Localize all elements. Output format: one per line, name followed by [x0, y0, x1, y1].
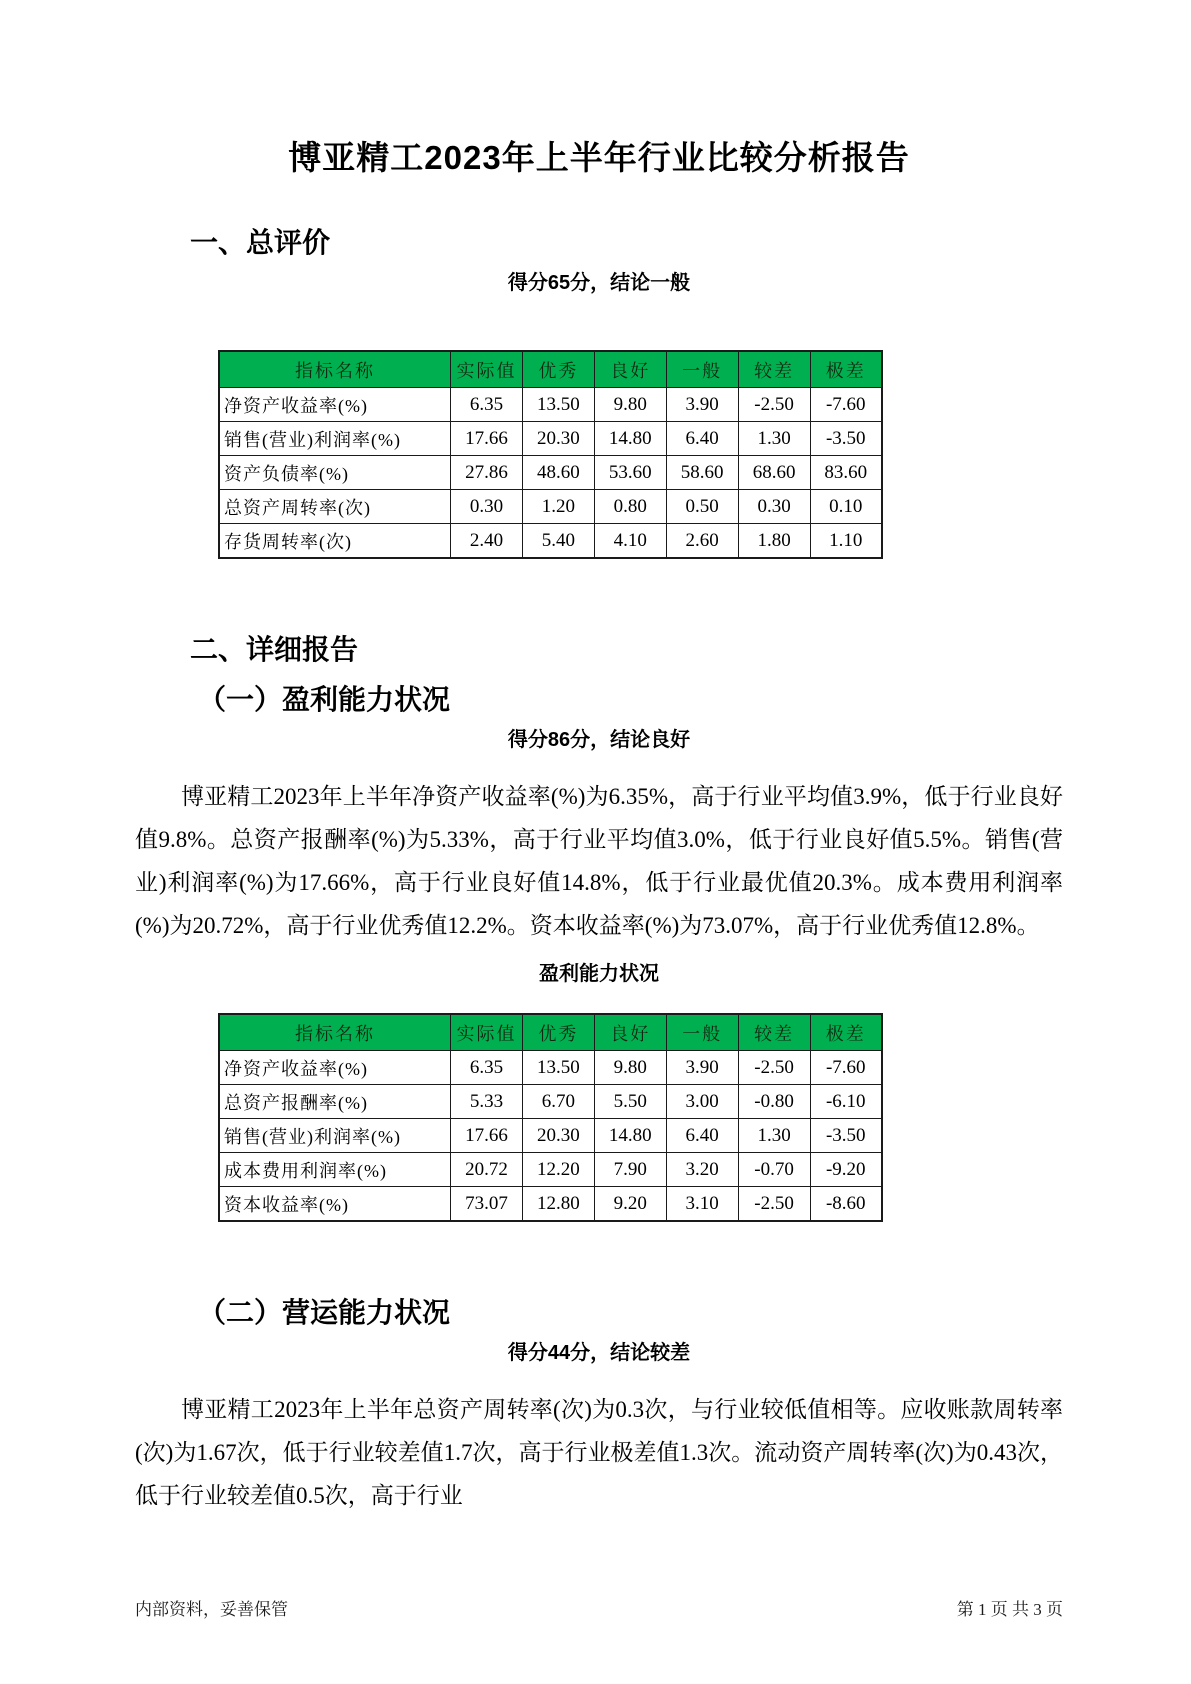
footer-confidential-note: 内部资料，妥善保管 [135, 1600, 288, 1619]
indicator-value: 20.72 [451, 1153, 523, 1187]
indicator-value: 20.30 [522, 422, 594, 456]
indicator-value: -8.60 [810, 1187, 882, 1222]
indicator-value: 9.20 [594, 1187, 666, 1222]
indicator-value: 9.80 [594, 1051, 666, 1085]
overall-score-line: 得分65分，结论一般 [507, 272, 691, 294]
indicator-value: 5.50 [594, 1085, 666, 1119]
table-row [219, 1051, 882, 1085]
indicator-value: 83.60 [810, 456, 882, 490]
column-header: 实际值 [451, 351, 523, 388]
indicator-value: 17.66 [451, 1119, 523, 1153]
indicator-value: 3.20 [666, 1153, 738, 1187]
table-row [219, 490, 882, 524]
indicator-value: 3.90 [666, 1051, 738, 1085]
indicator-name: 总资产报酬率(%) [219, 1085, 451, 1119]
indicator-value: 6.70 [522, 1085, 594, 1119]
operating-heading: （二）营运能力状况 [198, 1297, 451, 1328]
table-row [219, 1187, 882, 1222]
indicator-value: -0.80 [738, 1085, 810, 1119]
indicator-name: 销售(营业)利润率(%) [219, 1119, 451, 1153]
indicator-value: 20.30 [522, 1119, 594, 1153]
indicator-value: -6.10 [810, 1085, 882, 1119]
indicator-name: 存货周转率(次) [219, 524, 451, 559]
indicator-value: -7.60 [810, 1051, 882, 1085]
column-header: 良好 [594, 351, 666, 388]
table-row [219, 524, 882, 559]
indicator-value: 0.10 [810, 490, 882, 524]
indicator-value: 13.50 [522, 388, 594, 422]
column-header: 指标名称 [219, 351, 451, 388]
column-header: 良好 [594, 1014, 666, 1051]
operating-score-line: 得分44分，结论较差 [507, 1342, 691, 1364]
indicator-value: -3.50 [810, 422, 882, 456]
indicator-value: -2.50 [738, 1051, 810, 1085]
column-header: 一般 [666, 351, 738, 388]
page-footer [135, 1595, 1063, 1620]
profitability-score-line: 得分86分，结论良好 [507, 729, 691, 751]
indicator-value: 53.60 [594, 456, 666, 490]
table-row [219, 1153, 882, 1187]
column-header: 实际值 [451, 1014, 523, 1051]
indicator-value: 3.90 [666, 388, 738, 422]
indicator-value: 0.30 [451, 490, 523, 524]
indicator-value: 68.60 [738, 456, 810, 490]
overall-evaluation-table [218, 350, 883, 559]
table-header-row [219, 351, 882, 388]
table-row [219, 388, 882, 422]
document-title: 博亚精工2023年上半年行业比较分析报告 [288, 139, 910, 176]
indicator-name: 净资产收益率(%) [219, 1051, 451, 1085]
column-header: 较差 [738, 1014, 810, 1051]
indicator-value: 3.00 [666, 1085, 738, 1119]
indicator-value: 12.80 [522, 1187, 594, 1222]
indicator-value: 9.80 [594, 388, 666, 422]
table-row [219, 1085, 882, 1119]
indicator-value: 1.80 [738, 524, 810, 559]
indicator-value: 27.86 [451, 456, 523, 490]
indicator-value: 14.80 [594, 1119, 666, 1153]
indicator-value: 17.66 [451, 422, 523, 456]
column-header: 一般 [666, 1014, 738, 1051]
indicator-value: -7.60 [810, 388, 882, 422]
table-row [219, 1119, 882, 1153]
indicator-value: 5.33 [451, 1085, 523, 1119]
indicator-value: 12.20 [522, 1153, 594, 1187]
indicator-value: 58.60 [666, 456, 738, 490]
column-header: 优秀 [522, 351, 594, 388]
indicator-value: 2.60 [666, 524, 738, 559]
indicator-value: -2.50 [738, 1187, 810, 1222]
profitability-heading: （一）盈利能力状况 [198, 684, 451, 715]
indicator-value: 0.80 [594, 490, 666, 524]
indicator-value: 5.40 [522, 524, 594, 559]
indicator-value: 7.90 [594, 1153, 666, 1187]
indicator-value: 48.60 [522, 456, 594, 490]
operating-paragraph: 博亚精工2023年上半年总资产周转率(次)为0.3次，与行业较低值相等。应收账款周转率(次)为1.67次，低于行业较差值1.7次，高于行业极差值1.3次。流动资产周转率(次)为0.43次，低于行业较差值0.5次，高于行业 [135, 1397, 1063, 1508]
profitability-paragraph: 博亚精工2023年上半年净资产收益率(%)为6.35%，高于行业平均值3.9%，低于行业良好值9.8%。总资产报酬率(%)为5.33%，高于行业平均值3.0%，低于行业良好值5.5%。销售(营业)利润率(%)为17.66%，高于行业良好值14.8%，低于行业最优值20.3%。成本费用利润率(%)为20.72%，高于行业优秀值12.2%。资本收益率(%)为73.07%，高于行业优秀值12.8%。 [135, 784, 1063, 938]
profitability-table [218, 1013, 883, 1222]
indicator-value: 2.40 [451, 524, 523, 559]
indicator-name: 总资产周转率(次) [219, 490, 451, 524]
indicator-value: -2.50 [738, 388, 810, 422]
indicator-value: 6.40 [666, 422, 738, 456]
indicator-value: -9.20 [810, 1153, 882, 1187]
table-row [219, 422, 882, 456]
section-detail-heading: 二、详细报告 [190, 634, 359, 665]
indicator-value: 14.80 [594, 422, 666, 456]
indicator-value: 73.07 [451, 1187, 523, 1222]
indicator-value: 1.20 [522, 490, 594, 524]
indicator-name: 成本费用利润率(%) [219, 1153, 451, 1187]
indicator-value: 1.10 [810, 524, 882, 559]
indicator-value: 1.30 [738, 422, 810, 456]
indicator-name: 资本收益率(%) [219, 1187, 451, 1222]
indicator-name: 销售(营业)利润率(%) [219, 422, 451, 456]
column-header: 较差 [738, 351, 810, 388]
indicator-value: 1.30 [738, 1119, 810, 1153]
footer-page-number: 第 1 页 共 3 页 [956, 1600, 1063, 1619]
indicator-value: 4.10 [594, 524, 666, 559]
indicator-value: 6.35 [451, 388, 523, 422]
column-header: 指标名称 [219, 1014, 451, 1051]
section-overall-heading: 一、总评价 [190, 227, 331, 258]
indicator-value: 0.30 [738, 490, 810, 524]
indicator-value: 6.40 [666, 1119, 738, 1153]
indicator-value: 13.50 [522, 1051, 594, 1085]
table-row [219, 456, 882, 490]
column-header: 优秀 [522, 1014, 594, 1051]
indicator-value: -3.50 [810, 1119, 882, 1153]
indicator-name: 净资产收益率(%) [219, 388, 451, 422]
column-header: 极差 [810, 1014, 882, 1051]
indicator-value: 6.35 [451, 1051, 523, 1085]
indicator-value: 3.10 [666, 1187, 738, 1222]
indicator-name: 资产负债率(%) [219, 456, 451, 490]
table-header-row [219, 1014, 882, 1051]
indicator-value: 0.50 [666, 490, 738, 524]
profitability-table-caption: 盈利能力状况 [539, 963, 659, 985]
indicator-value: -0.70 [738, 1153, 810, 1187]
column-header: 极差 [810, 351, 882, 388]
